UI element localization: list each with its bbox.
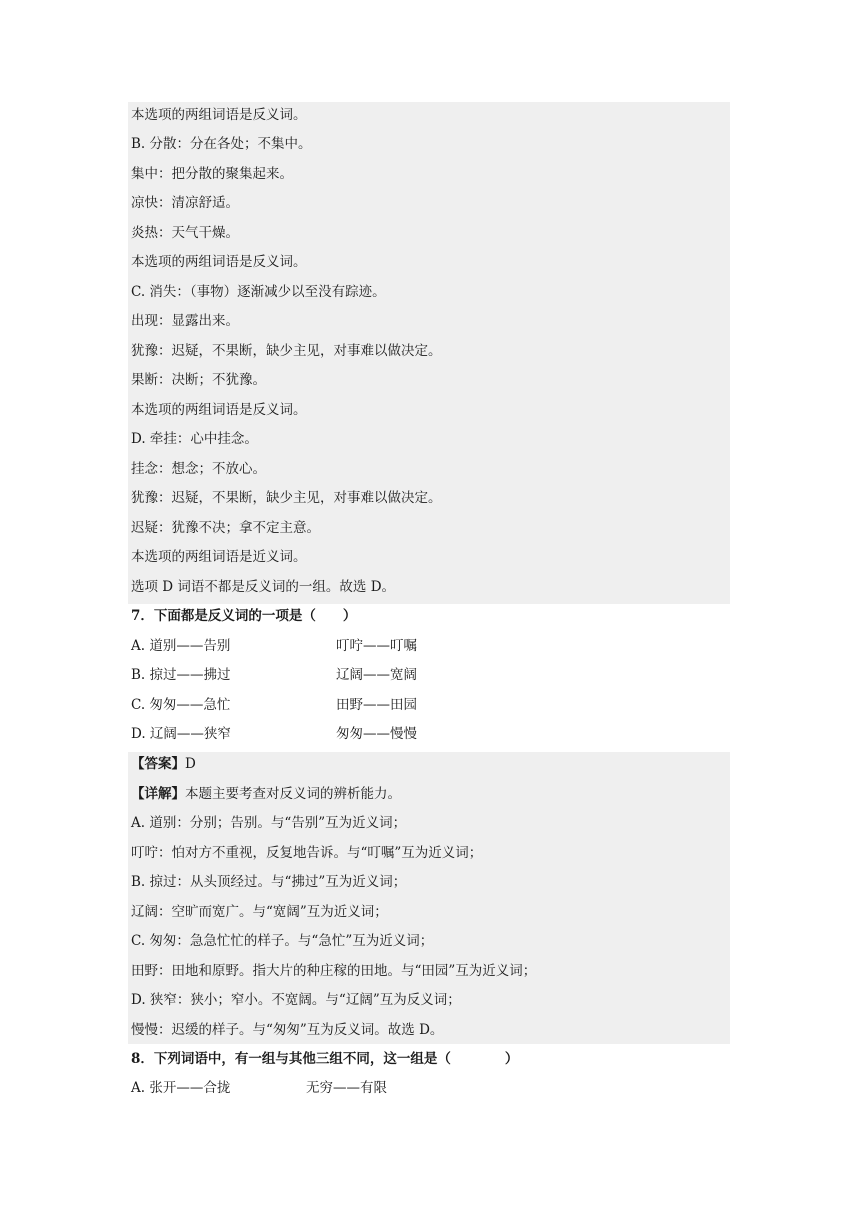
text-line: B. 分散：分在各处；不集中。: [131, 136, 312, 152]
q8-option-a-right: 无穷——有限: [306, 1080, 387, 1096]
text-line: 犹豫：迟疑，不果断，缺少主见，对事难以做决定。: [131, 490, 442, 506]
text-line: 出现：显露出来。: [131, 313, 239, 329]
detail-line: [131, 785, 401, 803]
text-line: 炎热：天气干燥。: [131, 225, 239, 241]
q7-option-c-left: C. 匆匆——急忙: [131, 697, 231, 713]
question-7-title: 7．下面都是反义词的一项是（ ）: [131, 608, 357, 624]
text-line: 犹豫：迟疑，不果断，缺少主见，对事难以做决定。: [131, 343, 442, 359]
text-line: 本选项的两组词语是近义词。: [131, 549, 307, 565]
text-line: B. 掠过：从头顶经过。与“拂过”互为近义词；: [131, 874, 407, 890]
text-line: 田野：田地和原野。指大片的种庄稼的田地。与“田园”互为近义词；: [131, 963, 537, 979]
text-line: 辽阔：空旷而宽广。与“宽阔”互为近义词；: [131, 904, 388, 920]
text-line: 迟疑：犹豫不决；拿不定主意。: [131, 520, 320, 536]
text-line: 本选项的两组词语是反义词。: [131, 402, 307, 418]
detail-tag: 【详解】: [131, 786, 185, 802]
q7-option-d-right: 匆匆——慢慢: [336, 726, 417, 742]
text-line: 选项 D 词语不都是反义词的一组。故选 D。: [131, 579, 396, 595]
text-line: 慢慢：迟缓的样子。与“匆匆”互为反义词。故选 D。: [131, 1022, 444, 1038]
text-line: 叮咛：怕对方不重视，反复地告诉。与“叮嘱”互为近义词；: [131, 845, 483, 861]
q7-option-a-right: 叮咛——叮嘱: [336, 638, 417, 654]
question-8-title: 8．下列词语中，有一组与其他三组不同，这一组是（ ）: [131, 1051, 519, 1067]
text-line: 挂念：想念；不放心。: [131, 461, 266, 477]
q7-option-b-left: B. 掠过——拂过: [131, 667, 231, 683]
q8-option-a-left: A. 张开——合拢: [131, 1080, 231, 1096]
answer-value: D: [185, 756, 196, 772]
text-line: 集中：把分散的聚集起来。: [131, 166, 293, 182]
text-line: C. 消失：（事物）逐渐减少以至没有踪迹。: [131, 284, 386, 300]
text-line: 果断：决断；不犹豫。: [131, 372, 266, 388]
text-line: D. 狭窄：狭小；窄小。不宽阔。与“辽阔”互为反义词；: [131, 992, 461, 1008]
answer-tag: 【答案】: [131, 756, 185, 772]
text-line: 本选项的两组词语是反义词。: [131, 254, 307, 270]
q7-option-b-right: 辽阔——宽阔: [336, 667, 417, 683]
text-line: 凉快：清凉舒适。: [131, 195, 239, 211]
detail-intro: 本题主要考查对反义词的辨析能力。: [185, 786, 401, 802]
text-line: 本选项的两组词语是反义词。: [131, 107, 307, 123]
text-line: C. 匆匆：急急忙忙的样子。与“急忙”互为近义词；: [131, 933, 434, 949]
text-line: D. 牵挂：心中挂念。: [131, 431, 258, 447]
q7-option-d-left: D. 辽阔——狭窄: [131, 726, 231, 742]
q7-option-a-left: A. 道别——告别: [131, 638, 231, 654]
answer-line: [131, 755, 196, 773]
q7-option-c-right: 田野——田园: [336, 697, 417, 713]
text-line: A. 道别：分别；告别。与“告别”互为近义词；: [131, 815, 407, 831]
